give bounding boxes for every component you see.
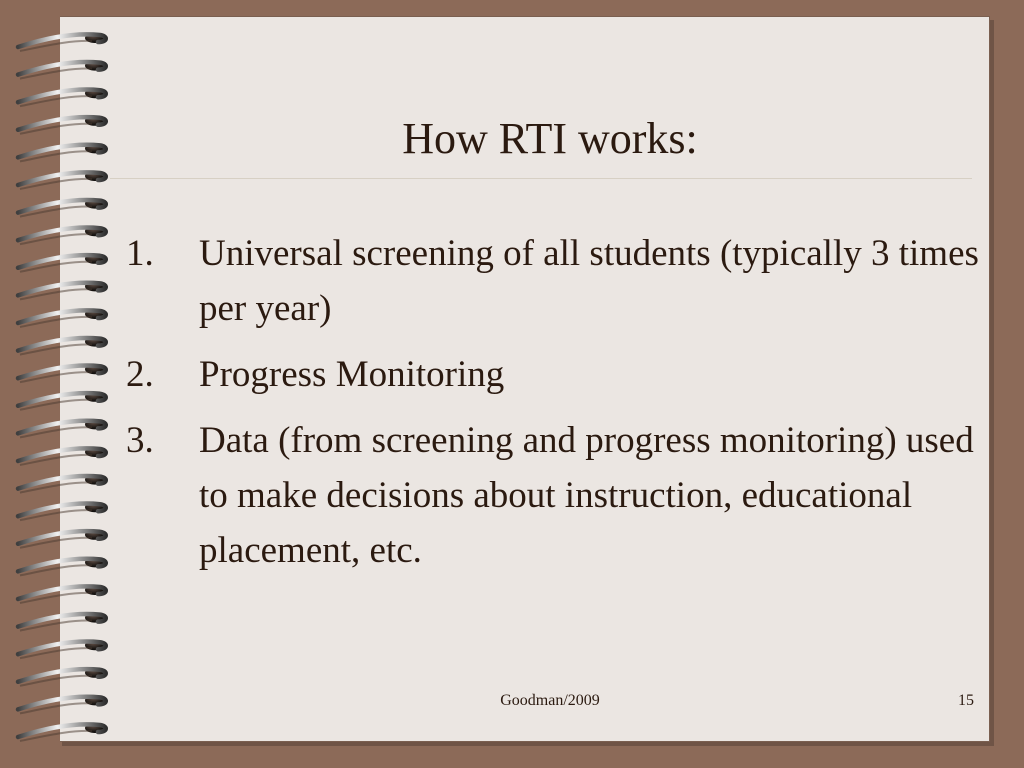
list-item-text: Data (from screening and progress monitoring) used to make decisions about instruction, educational placement, etc. — [199, 420, 974, 571]
spiral-coil — [18, 143, 106, 161]
spiral-coil — [18, 199, 106, 217]
list-item-text: Progress Monitoring — [199, 354, 505, 395]
spiral-coil — [18, 475, 106, 493]
list-item — [126, 226, 986, 336]
spiral-coil — [18, 254, 106, 272]
spiral-coil — [18, 723, 106, 741]
list-item — [126, 347, 986, 402]
spiral-coil — [18, 337, 106, 355]
title-divider — [110, 178, 972, 179]
spiral-coil — [18, 613, 106, 631]
spiral-coil — [18, 116, 106, 134]
spiral-coil — [18, 226, 106, 244]
list-item-number: 3. — [126, 420, 154, 461]
spiral-coil — [18, 640, 106, 658]
spiral-coil — [18, 502, 106, 520]
spiral-coil — [18, 530, 106, 548]
spiral-coil — [18, 557, 106, 575]
list-item-number: 1. — [126, 233, 154, 274]
spiral-coil — [18, 447, 106, 465]
spiral-coil — [18, 695, 106, 713]
spiral-coil — [18, 364, 106, 382]
spiral-coil — [18, 392, 106, 410]
spiral-coil — [18, 33, 106, 51]
spiral-coil — [18, 171, 106, 189]
numbered-list — [126, 226, 986, 589]
spiral-coil — [18, 668, 106, 686]
footer-author: Goodman/2009 — [500, 692, 600, 709]
list-item-text: Universal screening of all students (typically 3 times per year) — [199, 233, 979, 329]
spiral-coil — [18, 281, 106, 299]
slide-title: How RTI works: — [402, 114, 698, 163]
spiral-coil — [18, 419, 106, 437]
slide-number: 15 — [958, 692, 974, 709]
list-item-number: 2. — [126, 354, 154, 395]
list-item — [126, 413, 986, 578]
spiral-coil — [18, 88, 106, 106]
spiral-binding-icon — [0, 0, 130, 768]
spiral-coil — [18, 309, 106, 327]
spiral-coil — [18, 61, 106, 79]
spiral-coil — [18, 585, 106, 603]
